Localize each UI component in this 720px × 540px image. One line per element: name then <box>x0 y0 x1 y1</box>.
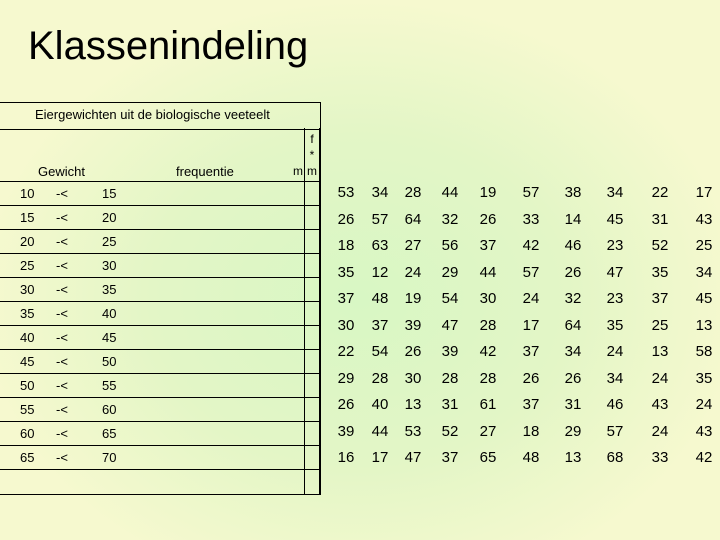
data-value: 34 <box>606 184 624 201</box>
data-value: 13 <box>404 396 422 413</box>
class-lower-bound: 20 <box>20 234 35 249</box>
data-value: 27 <box>404 237 422 254</box>
data-value: 17 <box>695 184 713 201</box>
class-lower-bound: 50 <box>20 378 35 393</box>
data-value: 18 <box>337 237 355 254</box>
table-row <box>0 422 320 446</box>
data-value: 34 <box>606 370 624 387</box>
class-separator: -< <box>56 186 68 201</box>
class-lower-bound: 55 <box>20 402 35 417</box>
data-value: 63 <box>371 237 389 254</box>
data-value: 65 <box>479 449 497 466</box>
data-value: 46 <box>606 396 624 413</box>
class-separator: -< <box>56 426 68 441</box>
data-value: 35 <box>651 264 669 281</box>
data-value: 24 <box>695 396 713 413</box>
data-value: 28 <box>479 317 497 334</box>
class-separator: -< <box>56 330 68 345</box>
data-value: 44 <box>441 184 459 201</box>
data-value: 28 <box>441 370 459 387</box>
data-value: 64 <box>564 317 582 334</box>
data-value: 17 <box>522 317 540 334</box>
data-value: 28 <box>371 370 389 387</box>
class-upper-bound: 65 <box>102 426 117 441</box>
data-value: 26 <box>404 343 422 360</box>
class-upper-bound: 60 <box>102 402 117 417</box>
data-value: 52 <box>441 423 459 440</box>
data-value: 26 <box>337 396 355 413</box>
data-value: 37 <box>337 290 355 307</box>
data-value: 26 <box>337 211 355 228</box>
class-lower-bound: 65 <box>20 450 35 465</box>
data-value: 22 <box>337 343 355 360</box>
class-lower-bound: 35 <box>20 306 35 321</box>
header-m-right: m <box>307 164 317 178</box>
data-value: 40 <box>371 396 389 413</box>
data-value: 19 <box>479 184 497 201</box>
data-value: 26 <box>564 370 582 387</box>
data-value: 24 <box>522 290 540 307</box>
data-value: 35 <box>337 264 355 281</box>
class-upper-bound: 70 <box>102 450 117 465</box>
data-value: 29 <box>337 370 355 387</box>
class-lower-bound: 15 <box>20 210 35 225</box>
data-value: 30 <box>337 317 355 334</box>
table-row <box>0 182 320 206</box>
data-value: 57 <box>522 264 540 281</box>
data-value: 47 <box>404 449 422 466</box>
data-value: 64 <box>404 211 422 228</box>
frequency-table <box>0 102 321 495</box>
data-value: 54 <box>441 290 459 307</box>
data-value: 18 <box>522 423 540 440</box>
class-lower-bound: 45 <box>20 354 35 369</box>
data-value: 39 <box>337 423 355 440</box>
data-value: 35 <box>606 317 624 334</box>
data-value: 43 <box>695 423 713 440</box>
data-value: 22 <box>651 184 669 201</box>
class-separator: -< <box>56 402 68 417</box>
header-gewicht: Gewicht <box>38 164 85 179</box>
table-row <box>0 374 320 398</box>
data-value: 27 <box>479 423 497 440</box>
table-row <box>0 326 320 350</box>
data-value: 32 <box>564 290 582 307</box>
data-value: 24 <box>404 264 422 281</box>
class-upper-bound: 45 <box>102 330 117 345</box>
data-value: 61 <box>479 396 497 413</box>
data-value: 37 <box>441 449 459 466</box>
class-upper-bound: 50 <box>102 354 117 369</box>
data-value: 45 <box>695 290 713 307</box>
class-upper-bound: 40 <box>102 306 117 321</box>
data-value: 19 <box>404 290 422 307</box>
data-value: 26 <box>564 264 582 281</box>
class-lower-bound: 25 <box>20 258 35 273</box>
data-value: 37 <box>522 343 540 360</box>
data-value: 26 <box>522 370 540 387</box>
data-value: 13 <box>651 343 669 360</box>
data-value: 56 <box>441 237 459 254</box>
data-value: 44 <box>479 264 497 281</box>
data-value: 37 <box>651 290 669 307</box>
data-value: 13 <box>564 449 582 466</box>
class-upper-bound: 15 <box>102 186 117 201</box>
data-value: 24 <box>651 370 669 387</box>
table-row <box>0 230 320 254</box>
data-value: 33 <box>522 211 540 228</box>
data-value: 45 <box>606 211 624 228</box>
data-value: 34 <box>371 184 389 201</box>
data-value: 48 <box>522 449 540 466</box>
class-lower-bound: 30 <box>20 282 35 297</box>
class-upper-bound: 35 <box>102 282 117 297</box>
data-value: 34 <box>695 264 713 281</box>
table-row <box>0 446 320 470</box>
header-star: * <box>309 148 315 162</box>
data-value: 68 <box>606 449 624 466</box>
class-lower-bound: 60 <box>20 426 35 441</box>
data-value: 16 <box>337 449 355 466</box>
table-row <box>0 278 320 302</box>
data-value: 29 <box>441 264 459 281</box>
class-lower-bound: 40 <box>20 330 35 345</box>
table-row <box>0 206 320 230</box>
data-value: 28 <box>404 184 422 201</box>
data-value: 23 <box>606 237 624 254</box>
data-value: 26 <box>479 211 497 228</box>
data-value: 53 <box>404 423 422 440</box>
slide-title: Klassenindeling <box>28 24 309 68</box>
table-row <box>0 350 320 374</box>
data-value: 43 <box>695 211 713 228</box>
data-value: 32 <box>441 211 459 228</box>
header-f: f <box>310 132 314 146</box>
class-separator: -< <box>56 258 68 273</box>
class-separator: -< <box>56 282 68 297</box>
data-value: 57 <box>371 211 389 228</box>
class-separator: -< <box>56 450 68 465</box>
data-value: 48 <box>371 290 389 307</box>
class-separator: -< <box>56 210 68 225</box>
data-value: 17 <box>371 449 389 466</box>
data-value: 34 <box>564 343 582 360</box>
data-value: 30 <box>404 370 422 387</box>
table-row <box>0 302 320 326</box>
class-separator: -< <box>56 234 68 249</box>
data-value: 47 <box>441 317 459 334</box>
data-value: 42 <box>522 237 540 254</box>
data-value: 47 <box>606 264 624 281</box>
data-value: 24 <box>606 343 624 360</box>
data-value: 31 <box>441 396 459 413</box>
data-value: 24 <box>651 423 669 440</box>
header-frequentie: frequentie <box>176 164 234 179</box>
class-upper-bound: 20 <box>102 210 117 225</box>
data-value: 37 <box>479 237 497 254</box>
data-value: 58 <box>695 343 713 360</box>
class-separator: -< <box>56 378 68 393</box>
data-value: 37 <box>371 317 389 334</box>
table-row <box>0 254 320 278</box>
data-value: 54 <box>371 343 389 360</box>
data-value: 14 <box>564 211 582 228</box>
class-separator: -< <box>56 306 68 321</box>
table-row <box>0 398 320 422</box>
data-value: 53 <box>337 184 355 201</box>
data-value: 52 <box>651 237 669 254</box>
data-value: 35 <box>695 370 713 387</box>
data-value: 42 <box>479 343 497 360</box>
data-value: 13 <box>695 317 713 334</box>
data-value: 28 <box>479 370 497 387</box>
class-upper-bound: 25 <box>102 234 117 249</box>
table-caption: Eiergewichten uit de biologische veeteelt <box>35 107 270 122</box>
data-value: 12 <box>371 264 389 281</box>
data-value: 39 <box>441 343 459 360</box>
table-caption-row <box>0 102 320 130</box>
class-upper-bound: 55 <box>102 378 117 393</box>
data-value: 33 <box>651 449 669 466</box>
data-value: 57 <box>522 184 540 201</box>
class-lower-bound: 10 <box>20 186 35 201</box>
data-value: 30 <box>479 290 497 307</box>
data-value: 31 <box>564 396 582 413</box>
data-value: 44 <box>371 423 389 440</box>
data-value: 39 <box>404 317 422 334</box>
data-value: 25 <box>695 237 713 254</box>
data-value: 43 <box>651 396 669 413</box>
data-value: 38 <box>564 184 582 201</box>
class-separator: -< <box>56 354 68 369</box>
data-value: 57 <box>606 423 624 440</box>
data-value: 31 <box>651 211 669 228</box>
data-value: 37 <box>522 396 540 413</box>
data-value: 23 <box>606 290 624 307</box>
data-value: 46 <box>564 237 582 254</box>
header-m-left: m <box>293 164 303 178</box>
data-value: 25 <box>651 317 669 334</box>
data-value: 29 <box>564 423 582 440</box>
data-value: 42 <box>695 449 713 466</box>
class-upper-bound: 30 <box>102 258 117 273</box>
